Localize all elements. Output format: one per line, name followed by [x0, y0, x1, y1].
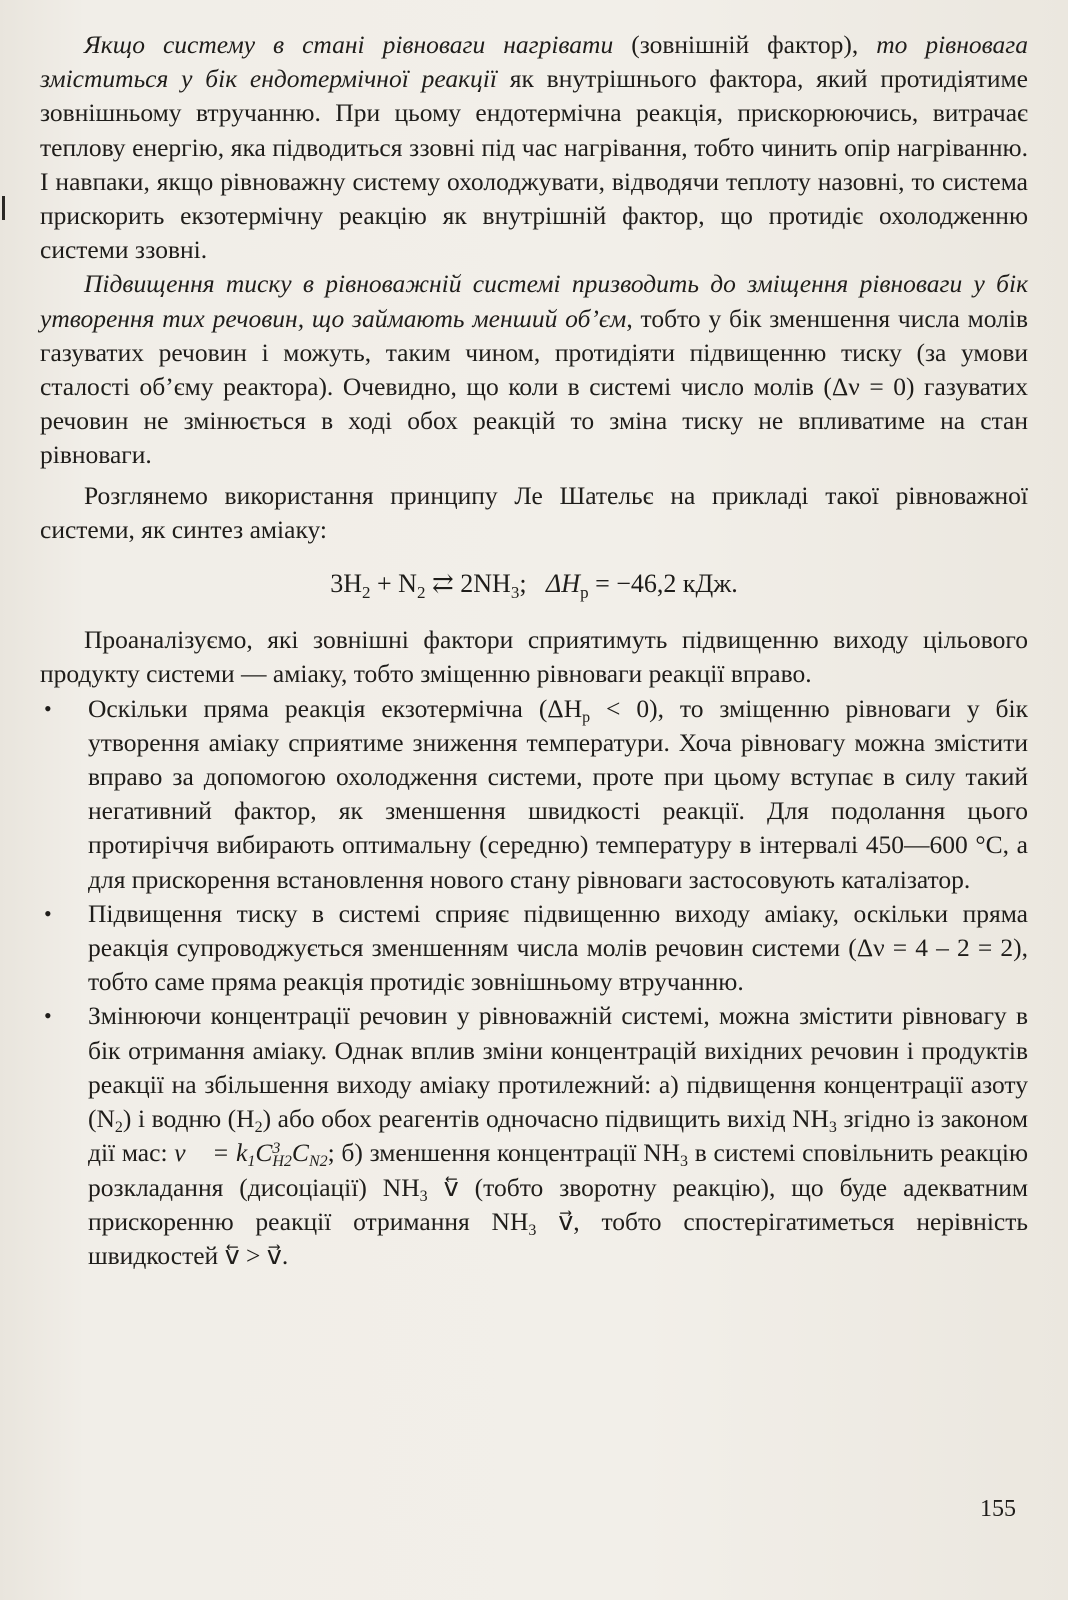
sub: 3: [528, 1221, 537, 1239]
eq-h2: 3H: [330, 569, 362, 599]
list-item-pressure: [40, 897, 1028, 1000]
list-item-concentration: [40, 999, 1028, 1273]
rate-part: v⃗ = k: [174, 1138, 248, 1168]
formula-part: (ΔH: [538, 693, 583, 723]
text: v⃗, тобто спостерігатиметься нерівність швидкостей v⃖ > v⃗.: [88, 1206, 1028, 1270]
sub: 2: [114, 1119, 123, 1137]
text: v⃖ (тобто зворотну реакцію), що буде адекватним прискоренню реакції отримання NH: [88, 1172, 1029, 1236]
eq-value: = −46,2 кДж.: [588, 569, 738, 599]
text: , тобто у бік зменшення числа молів газуватих речовин і можуть, таким чином, протидіяти підвищенню тиску (за умови сталості об’єму реактора). Очевидно, що коли в системі число молів: [40, 303, 1028, 402]
text: Оскільки пряма реакція екзотермічна: [88, 693, 539, 723]
paragraph-pressure: [40, 267, 1028, 472]
factor-list: [40, 692, 1028, 1273]
equilibrium-arrow: ⇄: [425, 569, 461, 599]
rate-part: C: [255, 1138, 273, 1168]
sub: 3: [419, 1187, 428, 1205]
rate-sub: N2: [308, 1153, 328, 1171]
rate-sup: 3: [272, 1140, 281, 1158]
bullet-icon: •: [44, 1003, 52, 1029]
sub: 3: [680, 1153, 689, 1171]
bullet-icon: •: [44, 900, 52, 926]
list-item-temperature: [40, 692, 1028, 897]
text: Змінюючи концентрації речовин у рівноважній системі, можна змістити рівновагу в бік отримання аміаку. Однак вплив зміни концентрацій вихідних речовин і продуктів реакції на збільшення виходу аміаку протилежний: а) підвищення концентрації азоту (N: [88, 1001, 1028, 1134]
text: в системі сповільнить реакцію розкладання (дисоціації) NH: [88, 1138, 1028, 1202]
paragraph-heating: [40, 28, 1028, 267]
italic-heating-rule: Якщо систему в стані рівноваги нагрівати: [84, 30, 614, 59]
text: Підвищення тиску в системі сприяє підвищенню виходу аміаку, оскільки пряма реакція супроводжується зменшенням числа молів речовин системи (Δν = 4 – 2 = 2), тобто саме пряма реакція протидіє зовнішньому втручанню.: [88, 898, 1028, 997]
text: як внутрішнього фактора, який протидіятиме зовнішньому втручанню. При цьому ендотермічна реакція, прискорюючись, витрачає теплову енергію, яка підводиться ззовні під час нагрівання, тобто чинить опір нагріванню. І навпаки, якщо рівноважну систему охолоджувати, відводячи теплоту назовні, то система прискорить екзотермічну реакцію як внутрішній фактор, що протидіє охолодженню системи ззовні.: [40, 64, 1028, 265]
text: ) або обох реагентів одночасно підвищить вихід NH: [262, 1104, 829, 1134]
text: газуватих речовин не змінюється в ході обох реакцій то зміна тиску не впливатиме на стан рівноваги.: [40, 372, 1028, 470]
formula-sub: р: [582, 708, 591, 726]
paragraph-le-chatelier: Розглянемо використання принципу Ле Шательє на прикладі такої рівноважної системи, як синтез аміаку:: [40, 480, 1028, 544]
margin-mark: [2, 196, 5, 220]
page-number: 155: [980, 1496, 1016, 1522]
eq-sub: р: [580, 583, 589, 603]
eq-enthalpy: ΔH: [546, 569, 581, 599]
bullet-icon: •: [44, 695, 52, 721]
italic-endothermic-rule: то рівновага зміститься у бік ендотермічної реакції: [40, 30, 1028, 94]
rate-sub: H2: [272, 1153, 292, 1171]
paragraph-analysis: Проаналізуємо, які зовнішні фактори сприятимуть підвищенню виходу цільового продукту системи — аміаку, тобто зміщенню рівноваги реакції вправо.: [40, 625, 1028, 689]
eq-sub: 2: [416, 583, 426, 603]
ammonia-equation: [40, 567, 1028, 601]
sub: 3: [828, 1119, 837, 1137]
text: ; б) зменшення концентрації NH: [327, 1138, 681, 1168]
rate-sub: 1: [247, 1153, 256, 1171]
text: ) і водню (H: [122, 1104, 255, 1134]
eq-nh3: 2NH: [460, 569, 511, 599]
text: згідно із законом дії мас:: [88, 1104, 1028, 1168]
rate-law: [174, 1138, 328, 1171]
formula-part: < 0): [590, 693, 658, 723]
eq-sep: ;: [519, 569, 534, 599]
text: , то зміщенню рівноваги у бік утворення аміаку сприятиме зниження температури. Хоча рівновагу можна змістити вправо за допомогою охолодження системи, проте при цьому вступає в силу такий негативний фактор, як зменшення швидкості реакції. Для подолання цього протиріччя вибирають оптимальну (середню) температуру в інтервалі 450—600 °С, а для прискорення встановлення нового стану рівноваги застосовують каталізатор.: [88, 693, 1028, 894]
eq-n2: + N: [370, 569, 417, 599]
page-content: [40, 28, 1028, 1273]
eq-sub: 3: [510, 583, 520, 603]
italic-pressure-rule: Підвищення тиску в рівноважній системі призводить до зміщення рівноваги у бік утворення тих речовин, що займають менший об’єм: [40, 269, 1028, 333]
formula-dh: [538, 693, 658, 726]
rate-part: C: [291, 1138, 309, 1168]
formula-delta-nu: (Δν = 0): [823, 372, 915, 402]
eq-sub: 2: [362, 583, 371, 603]
sub: 2: [254, 1119, 263, 1137]
text: (зовнішній фактор),: [613, 30, 877, 59]
